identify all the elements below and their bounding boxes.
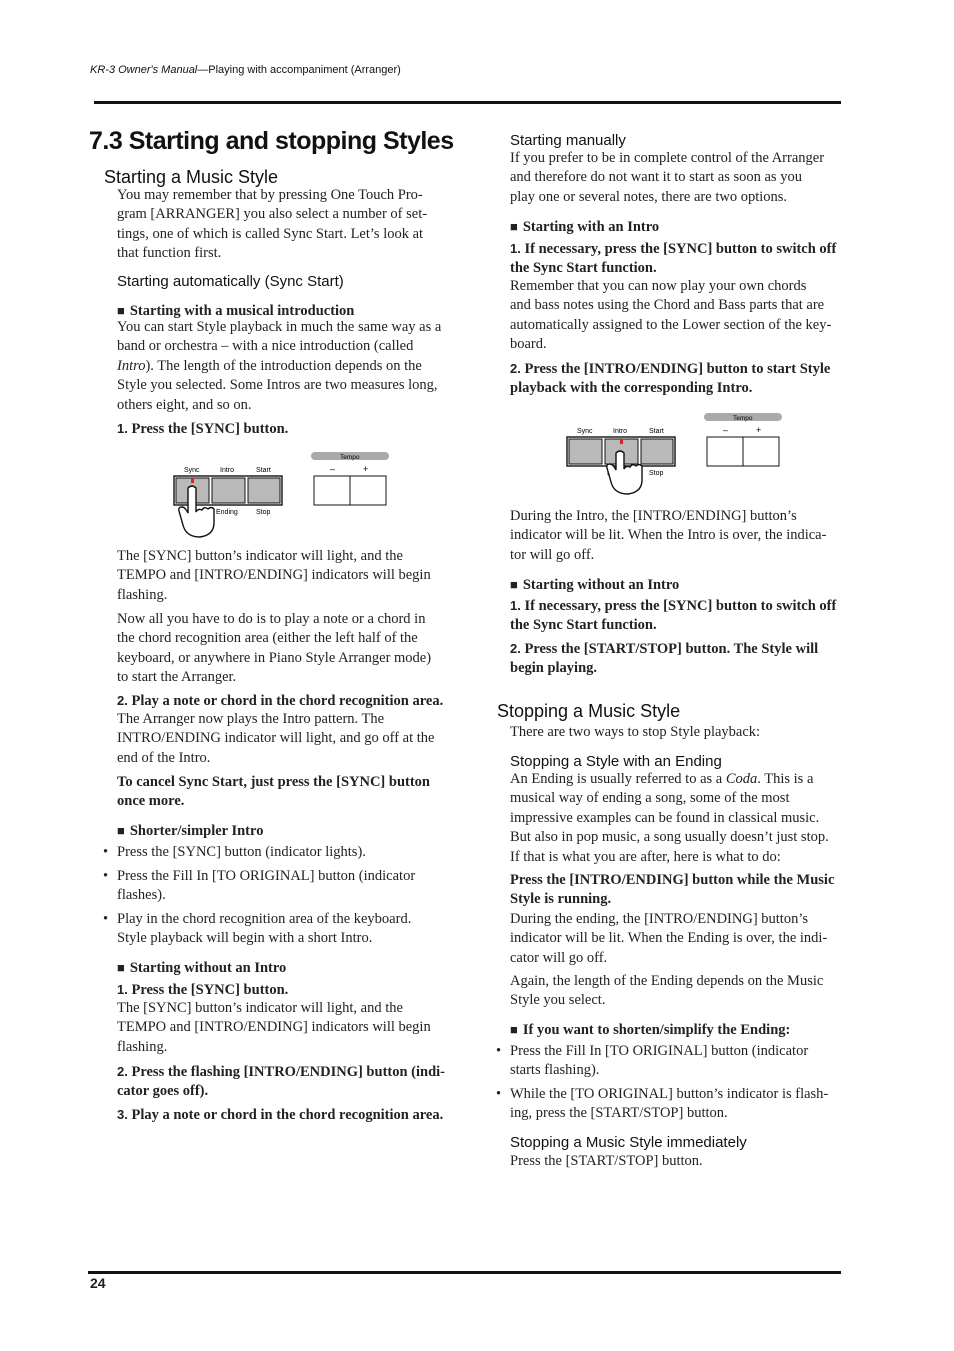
with-intro-step-2: 2. Press the [INTRO/ENDING] button to start Style playback with the corresponding Intro. [510,361,831,397]
without-step-1-paragraph: The [SYNC] button’s indicator will light, and the TEMPO and [INTRO/ENDING] indicators will begin flashing. [117,1000,431,1055]
without-step-1: 1. Press the [SYNC] button. [117,982,289,998]
two-ways-text: There are two ways to stop Style playback: [510,724,761,740]
heading-stop-with-ending: Stopping a Style with an Ending [510,753,722,770]
intro-button [212,478,245,503]
during-ending-paragraph: During the ending, the [INTRO/ENDING] button’s indicator will be lit. When the Ending is over, the indi- cator will go off. [510,911,828,966]
sync-button [569,439,602,464]
again-paragraph: Again, the length of the Ending depends on the Music Style you select. [510,973,824,1009]
without-step-3: 3. Play a note or chord in the chord recognition area. [117,1107,444,1123]
tempo-plus-button [743,437,779,466]
label-minus: – [723,425,729,435]
step-2-play: 2. Play a note or chord in the chord recognition area. [117,693,444,709]
press-ending-instruction: Press the [INTRO/ENDING] button while the Music Style is running. [510,872,835,908]
subheading-without-intro-left: ■ Starting without an Intro [117,960,286,977]
manual-paragraph: If you prefer to be in complete control of the Arranger and therefore do not want it to start as soon as you play one or several notes, there are two options. [510,150,825,205]
list-item: • Press the [SYNC] button (indicator lights). [103,844,366,860]
during-intro-paragraph: During the Intro, the [INTRO/ENDING] button’s indicator will be lit. When the Intro is over, the indica- tor will go off. [510,508,827,563]
stop-immediately-text: Press the [START/STOP] button. [510,1153,703,1169]
with-intro-step-1: 1. If necessary, press the [SYNC] button to switch off the Sync Start function. [510,241,837,277]
label-plus: + [756,425,762,435]
sync-lit-paragraph: The [SYNC] button’s indicator will light, and the TEMPO and [INTRO/ENDING] indicators will begin flashing. [117,548,431,603]
tempo-minus-button [314,476,350,505]
subheading-shorter-intro: ■ Shorter/simpler Intro [117,823,263,840]
label-tempo: Tempo [733,415,753,422]
cancel-sync-note: To cancel Sync Start, just press the [SYNC] button once more. [117,774,430,810]
label-minus: – [330,464,336,474]
label-start: Start [256,467,271,474]
running-header: KR-3 Owner's Manual—Playing with accompaniment (Arranger) [90,64,401,76]
without-step-2: 2. Press the flashing [INTRO/ENDING] button (indi- cator goes off). [117,1064,446,1100]
intro-paragraph: You may remember that by pressing One Touch Pro- gram [ARRANGER] you also select a number of set- tings, one of which is called Sync Start. Let’s look at that function first. [117,187,428,262]
no-intro-step-2: 2. Press the [START/STOP] button. The Style will begin playing. [510,641,819,677]
musical-intro-paragraph: You can start Style playback in much the same way as a band or orchestra – with a nice introduction (called Intro). The length of the introduction depends on the Style you selected. Some Intros are two measures long, others eight, and so on. [117,319,442,413]
subheading-musical-intro: ■ Starting with a musical introduction [117,303,354,320]
label-ending: Ending [216,509,238,516]
panel-figure-sync-press [170,448,395,544]
start-button [641,439,673,464]
label-sync: Sync [577,428,593,435]
subheading-without-intro-right: ■ Starting without an Intro [510,577,679,594]
list-item: • Play in the chord recognition area of the keyboard. Style playback will begin with a short Intro. [103,911,412,947]
arranger-intro-paragraph: The Arranger now plays the Intro pattern. The INTRO/ENDING indicator will light, and go off at the end of the Intro. [117,711,435,766]
heading-starting-music-style: Starting a Music Style [104,167,279,187]
no-intro-step-1: 1. If necessary, press the [SYNC] button to switch off the Sync Start function. [510,598,837,634]
list-item: • Press the Fill In [TO ORIGINAL] button (indicator flashes). [103,868,416,904]
panel-figure-intro-press [563,409,788,505]
start-button [248,478,280,503]
page-number: 24 [90,1275,106,1291]
play-note-paragraph: Now all you have to do is to play a note or a chord in the chord recognition area (either the left half of the keyboard, or anywhere in Piano Style Arranger mode) to start the Arranger. [117,611,432,686]
footer-rule [88,1271,841,1274]
ending-paragraph: An Ending is usually referred to as a Coda. This is a musical way of ending a song, some of the most impressive examples can be found in classical music. But also in pop music, a song usually doesn’t just stop. If that is what you are after, here is what to do: [510,771,829,865]
sync-led [191,478,194,483]
subheading-with-intro: ■ Starting with an Intro [510,219,659,236]
label-intro: Intro [220,467,235,474]
label-stop: Stop [649,470,664,477]
heading-stopping-music-style: Stopping a Music Style [497,701,681,721]
tempo-minus-button [707,437,743,466]
label-plus: + [363,464,369,474]
tempo-plus-button [350,476,386,505]
label-intro: Intro [613,428,628,435]
label-tempo: Tempo [340,454,360,461]
intro-led [620,439,623,444]
list-item: • Press the Fill In [TO ORIGINAL] button (indicator starts flashing). [496,1043,809,1079]
label-start: Start [649,428,664,435]
subheading-shorten-ending: ■ If you want to shorten/simplify the Ending: [510,1022,790,1039]
step-1-sync: 1. Press the [SYNC] button. [117,421,289,437]
heading-stop-immediately: Stopping a Music Style immediately [510,1134,747,1151]
label-stop: Stop [256,509,271,516]
heading-starting-manually: Starting manually [510,132,626,149]
remember-paragraph: Remember that you can now play your own chords and bass notes using the Chord and Bass parts that are automatically assigned to the Lower section of the key- board. [510,278,832,353]
list-item: • While the [TO ORIGINAL] button’s indicator is flash- ing, press the [START/STOP] button. [496,1086,829,1122]
header-rule [94,101,841,104]
label-sync: Sync [184,467,200,474]
page-title: 7.3 Starting and stopping Styles [89,127,454,155]
heading-sync-start: Starting automatically (Sync Start) [117,273,344,290]
